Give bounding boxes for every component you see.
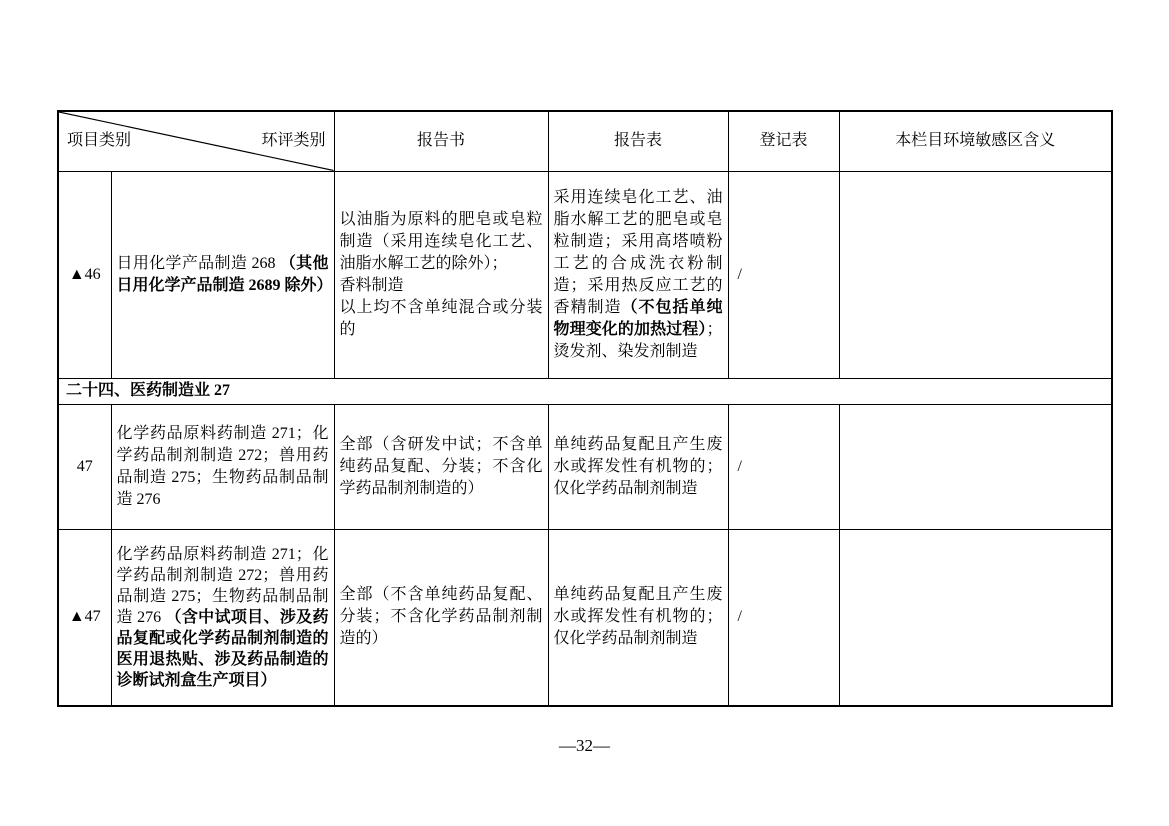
- header-registration-form: 登记表: [728, 111, 839, 171]
- row-46-report-form-text-2: ；烫发剂、染发剂制造: [553, 320, 723, 360]
- header-project-category-label: 项目类别: [67, 132, 132, 150]
- table-row-47: [58, 404, 1112, 529]
- row-46-category-text: 日用化学产品制造 268: [116, 254, 280, 272]
- row-47a-category-bold-text: （含中试项目、涉及药品复配或化学药品制剂制造的医用退热贴、涉及药品制造的诊断试剂盒生产项目）: [116, 608, 329, 689]
- diagonal-header-cell: [58, 111, 334, 171]
- table-header-row: [58, 111, 1112, 171]
- row-47a-category-text: 化学药品原料药制造 271；化学药品制剂制造 272；兽用药品制造 275；生物药品制品制造 276: [116, 545, 329, 626]
- row-46-report-book-line-3: 以上均不含单纯混合或分装的: [339, 298, 543, 338]
- row-47-report-book-cell: 全部（含研发中试；不含单纯药品复配、分装；不含化学药品制剂制造的）: [334, 404, 548, 529]
- table-row-46: [58, 171, 1112, 378]
- row-47-id-cell: 47: [58, 404, 111, 529]
- header-eia-category-label: 环评类别: [261, 132, 326, 150]
- row-47-registration-cell: /: [728, 404, 839, 529]
- row-46-report-form-cell: [548, 171, 728, 378]
- section-row-pharma: [58, 378, 1112, 404]
- row-47a-report-book-cell: 全部（不含单纯药品复配、分装；不含化学药品制剂制造的）: [334, 529, 548, 706]
- row-46-registration-cell: /: [728, 171, 839, 378]
- eia-classification-table: [57, 110, 1113, 707]
- row-46-category-bold-text: （其他日用化学产品制造 2689 除外）: [116, 254, 333, 294]
- row-47a-id-cell: ▲47: [58, 529, 111, 706]
- row-46-report-form-text: 采用连续皂化工艺、油脂水解工艺的肥皂或皂粒制造；采用高塔喷粉工艺的合成洗衣粉制造；采用热反应工艺的香精制造: [553, 188, 723, 316]
- row-46-report-book-cell: [334, 171, 548, 378]
- header-report-form: 报告表: [548, 111, 728, 171]
- row-47a-registration-cell: /: [728, 529, 839, 706]
- row-47a-category-cell: [111, 529, 334, 706]
- row-46-report-book-line-2: 香料制造: [339, 276, 404, 294]
- row-46-category-cell: [111, 171, 334, 378]
- row-46-report-book-line-1: 以油脂为原料的肥皂或皂粒制造（采用连续皂化工艺、油脂水解工艺的除外）；: [339, 210, 543, 272]
- row-46-id-cell: ▲46: [58, 171, 111, 378]
- row-47-report-form-cell: 单纯药品复配且产生废水或挥发性有机物的；仅化学药品制剂制造: [548, 404, 728, 529]
- row-47-category-cell: 化学药品原料药制造 271；化学药品制剂制造 272；兽用药品制造 275；生物药品制品制造 276: [111, 404, 334, 529]
- row-47a-report-form-cell: 单纯药品复配且产生废水或挥发性有机物的；仅化学药品制剂制造: [548, 529, 728, 706]
- row-47-sensitive-cell: [839, 404, 1112, 529]
- header-report-book: 报告书: [334, 111, 548, 171]
- row-47a-sensitive-cell: [839, 529, 1112, 706]
- section-title: 二十四、医药制造业 27: [58, 378, 1112, 404]
- row-46-sensitive-cell: [839, 171, 1112, 378]
- table-row-47a: [58, 529, 1112, 706]
- row-46-report-form-bold-text: （不包括单纯物理变化的加热过程）: [553, 298, 723, 338]
- page-number: —32—: [559, 736, 610, 755]
- header-sensitive-area-meaning: 本栏目环境敏感区含义: [839, 111, 1112, 171]
